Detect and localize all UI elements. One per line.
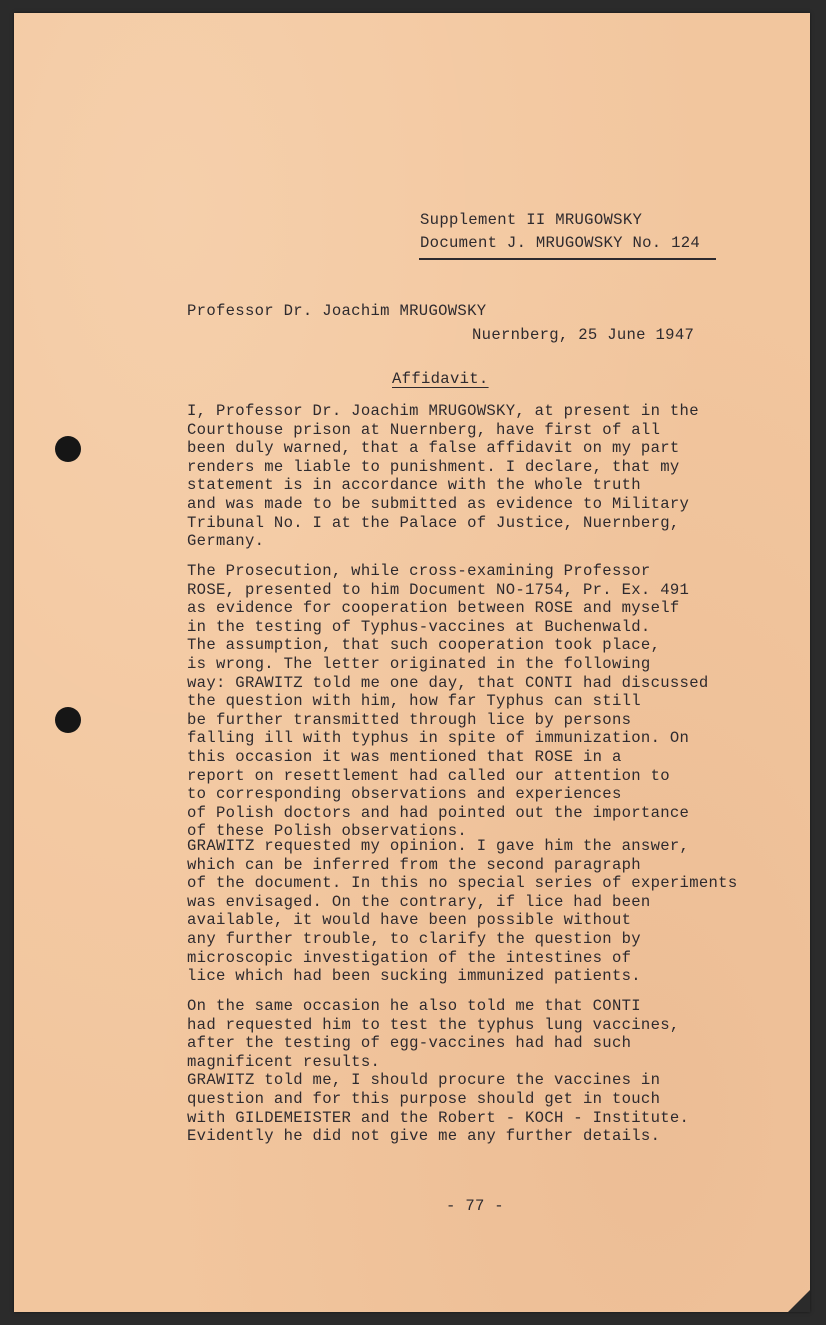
document-page: [14, 13, 810, 1312]
document-number-line: Document J. MRUGOWSKY No. 124: [420, 234, 701, 252]
paragraph-4: On the same occasion he also told me that CONTI had requested him to test the typhus lung vaccines, after the testing of egg-vaccines had had such magnificent results. GRAWITZ told me, I should procure the vaccines in question and for this purpose should get in touch with GILDEMEISTER and the Robert - KOCH - Institute. Evidently he did not give me any further details.: [187, 997, 690, 1146]
supplement-line: Supplement II MRUGOWSKY: [420, 211, 643, 229]
punch-hole-top: [55, 436, 81, 462]
paragraph-3: GRAWITZ requested my opinion. I gave him the answer, which can be inferred from the second paragraph of the document. In this no special series of experiments was envisaged. On the contrary, if lice had been available, it would have been possible without any further trouble, to clarify the question by microscopic investigation of the intestines of lice which had been sucking immunized patients.: [187, 837, 738, 986]
punch-hole-bottom: [55, 707, 81, 733]
page-number: - 77 -: [446, 1197, 504, 1215]
paragraph-1: I, Professor Dr. Joachim MRUGOWSKY, at present in the Courthouse prison at Nuernberg, have first of all been duly warned, that a false affidavit on my part renders me liable to punishment. I declare, that my statement is in accordance with the whole truth and was made to be submitted as evidence to Military Tribunal No. I at the Palace of Justice, Nuernberg, Germany.: [187, 402, 699, 551]
date-line: Nuernberg, 25 June 1947: [472, 326, 695, 344]
author-line: Professor Dr. Joachim MRUGOWSKY: [187, 302, 487, 320]
corner-fold: [788, 1290, 810, 1312]
supplement-header: [420, 209, 700, 255]
paragraph-2: The Prosecution, while cross-examining Professor ROSE, presented to him Document NO-1754, Pr. Ex. 491 as evidence for cooperation between ROSE and myself in the testing of Typhus-vaccines at Buchenwald. The assumption, that such cooperation took place, is wrong. The letter originated in the following way: GRAWITZ told me one day, that CONTI had discussed the question with him, how far Typhus can still be further transmitted through lice by persons falling ill with typhus in spite of immunization. On this occasion it was mentioned that ROSE in a report on resettlement had called our attention to to corresponding observations and experiences of Polish doctors and had pointed out the importance of these Polish observations.: [187, 562, 709, 841]
header-underline: [419, 258, 716, 260]
document-title: Affidavit.: [392, 370, 489, 388]
